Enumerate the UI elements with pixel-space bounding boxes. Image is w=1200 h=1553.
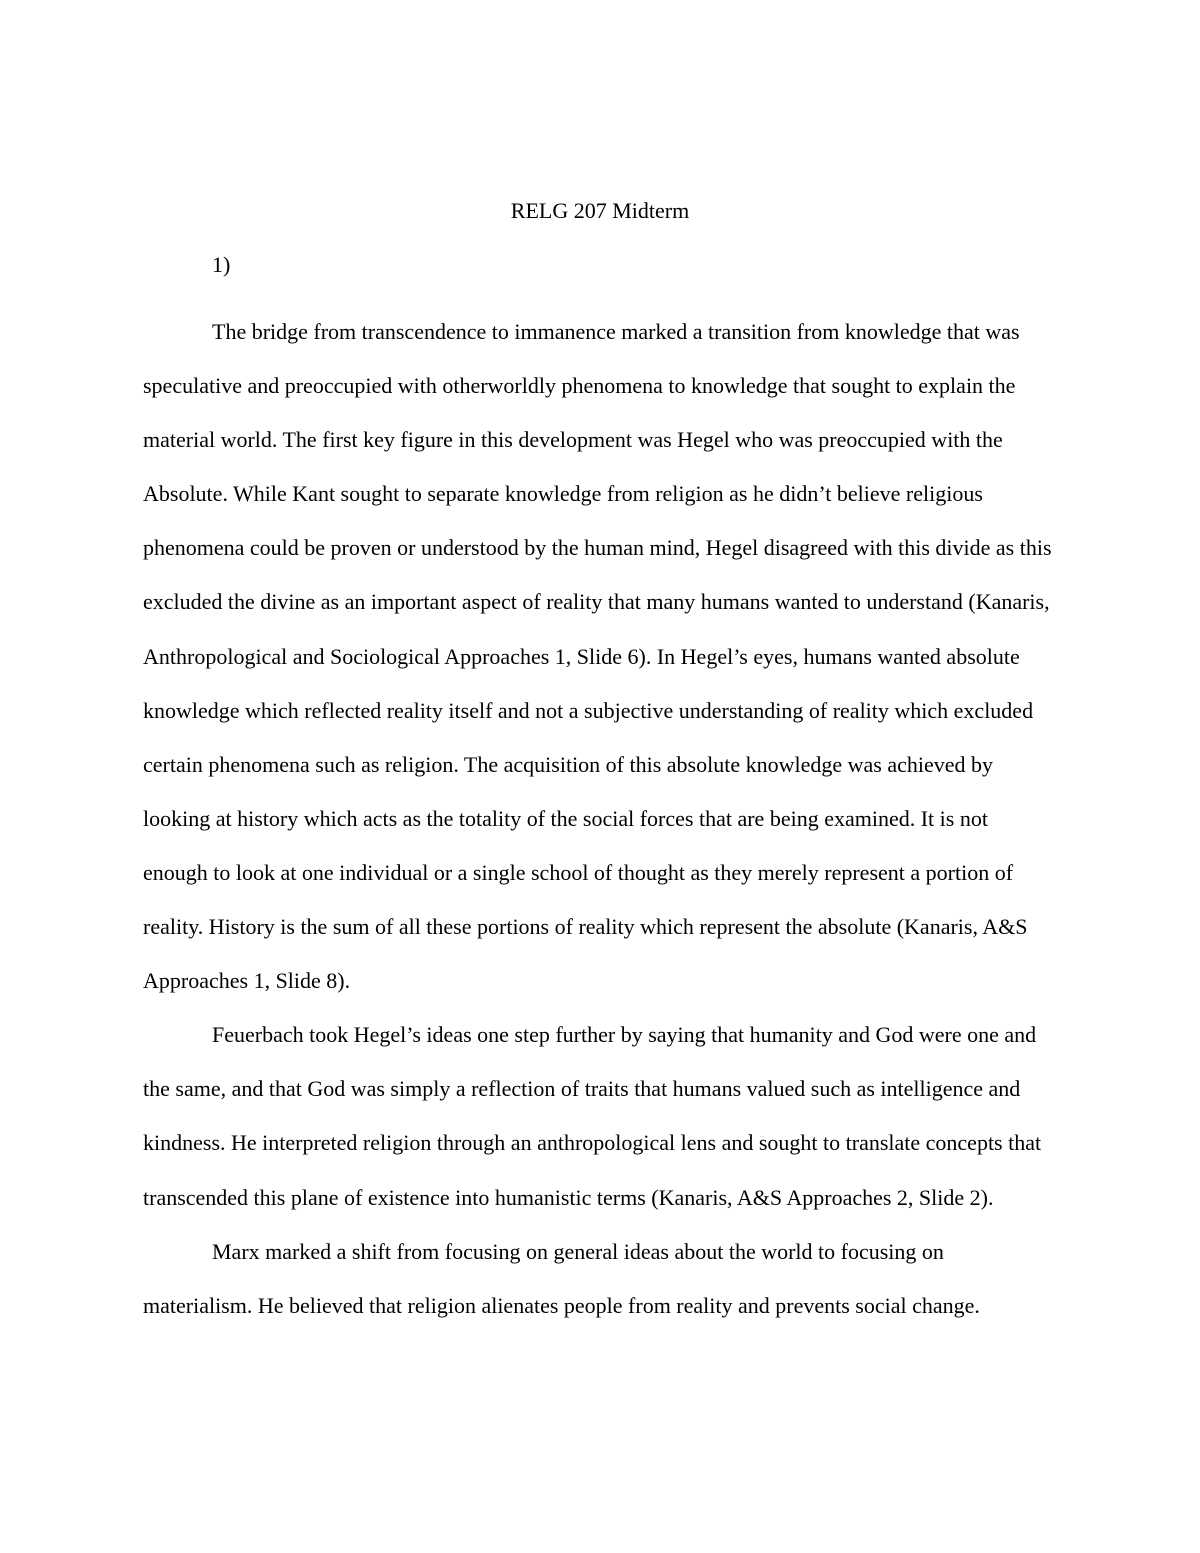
document-body <box>143 305 1058 1333</box>
paragraph-marx: Marx marked a shift from focusing on general ideas about the world to focusing on materialism. He believed that religion alienates people from reality and prevents social change. <box>143 1238 980 1318</box>
question-number: 1) <box>212 252 231 277</box>
paragraph-feuerbach: Feuerbach took Hegel’s ideas one step further by saying that humanity and God were one and the same, and that God was simply a reflection of traits that humans valued such as intelligence and kindness. He interpreted religion through an anthropological lens and sought to translate concepts that transcended this plane of existence into humanistic terms (Kanaris, A&S Approaches 2, Slide 2). <box>143 1022 1042 1210</box>
document-title: RELG 207 Midterm <box>510 198 690 223</box>
paragraph-hegel: The bridge from transcendence to immanence marked a transition from knowledge that was speculative and preoccupied with otherworldly phenomena to knowledge that sought to explain the material world. The first key figure in this development was Hegel who was preoccupied with the Absolute. While Kant sought to separate knowledge from religion as he didn’t believe religious phenomena could be proven or understood by the human mind, Hegel disagreed with this divide as this excluded the divine as an important aspect of reality that many humans wanted to understand (Kanaris, Anthropological and Sociological Approaches 1, Slide 6). In Hegel’s eyes, humans wanted absolute knowledge which reflected reality itself and not a subjective understanding of reality which excluded certain phenomena such as religion. The acquisition of this absolute knowledge was achieved by looking at history which acts as the totality of the social forces that are being examined. It is not enough to look at one individual or a single school of thought as they merely represent a portion of reality. History is the sum of all these portions of reality which represent the absolute (Kanaris, A&S Approaches 1, Slide 8). <box>143 319 1052 994</box>
